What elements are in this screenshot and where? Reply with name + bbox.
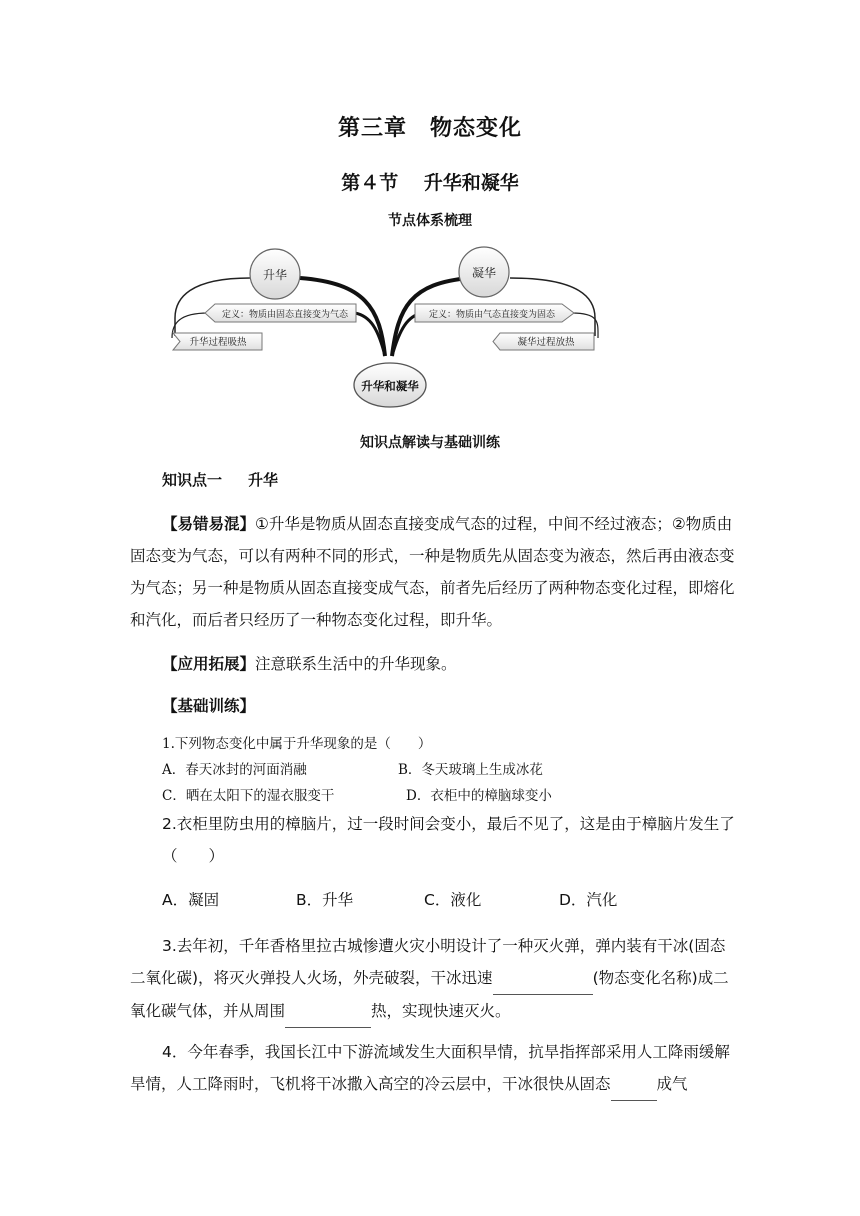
easy-mistake-paragraph: [130, 508, 740, 636]
application-text: 注意联系生活中的升华现象。: [255, 655, 457, 673]
q3-blank-1[interactable]: [493, 962, 593, 995]
q2-option-c: C．液化: [424, 891, 482, 909]
mindmap-heading: 节点体系梳理: [388, 213, 472, 229]
left-def-label: 定义：物质由固态直接变为气态: [221, 310, 349, 320]
q1-option-a: A．春天冰封的河面消融: [162, 762, 307, 778]
q4-blank-1[interactable]: [611, 1068, 657, 1101]
easy-mistake-text: ①升华是物质从固态直接变成气态的过程，中间不经过液态；②物质由固态变为气态，可以有两种不同的形式，一种是物质先从固态变为液态，然后再由液态变为气态；另一种是物质从固态直接变成气态，前者先后经历了两种物态变化过程，即熔化和汽化，而后者只经历了一种物态变化过程，即升华。: [130, 515, 735, 629]
q1-option-c: C．晒在太阳下的湿衣服变干: [162, 788, 335, 804]
center-node-label: 升华和凝华: [361, 379, 419, 393]
q4-paragraph: [130, 1036, 740, 1101]
section-title: 第４节 升华和凝华: [341, 172, 519, 194]
q1-option-b: B．冬天玻璃上生成冰花: [398, 762, 543, 778]
q3-text-3: 热，实现快速灭火。: [371, 1002, 511, 1020]
easy-mistake-tag: 【易错易混】: [162, 515, 256, 533]
q2-option-a: A．凝固: [162, 891, 220, 909]
point-name: 升华: [248, 471, 279, 489]
q3-blank-2[interactable]: [285, 995, 371, 1028]
q1-stem: 1.下列物态变化中属于升华现象的是（ ）: [162, 736, 432, 752]
q2-stem: 2.衣柜里防虫用的樟脑片，过一段时间会变小，最后不见了，这是由于樟脑片发生了（ ）: [162, 815, 735, 865]
application-tag: 【应用拓展】: [162, 655, 256, 673]
q3-text-1: 3.去年初，千年香格里拉古城惨遭火灾小明设计了一种灭火弹，弹内装有干冰(固态二氧化碳)，将灭火弹投人火场，外壳破裂，干冰迅速: [130, 937, 726, 987]
point-number: 知识点一: [162, 471, 223, 489]
q4-text-1: 4．今年春季，我国长江中下游流域发生大面积旱情，抗旱指挥部采用人工降雨缓解旱情，人工降雨时，飞机将干冰撒入高空的冷云层中，干冰很快从固态: [130, 1043, 730, 1093]
q2-option-d: D．汽化: [559, 891, 618, 909]
right-node-label: 凝华: [471, 266, 497, 280]
left-node-label: 升华: [262, 268, 288, 282]
mindmap-diagram: [160, 238, 610, 413]
q4-text-2: 成气: [656, 1075, 688, 1093]
chapter-title: 第三章 物态变化: [337, 116, 522, 141]
right-heat-label: 凝华过程放热: [517, 337, 575, 348]
basic-training-heading: 【基础训练】: [162, 697, 256, 715]
q3-paragraph: [130, 930, 740, 1028]
q2-option-b: B．升华: [296, 891, 354, 909]
left-heat-label: 升华过程吸热: [189, 337, 247, 348]
knowledge-heading: 知识点解读与基础训练: [360, 435, 500, 451]
right-def-label: 定义：物质由气态直接变为固态: [428, 310, 556, 320]
q3-text-2: (物态变化名称)成二氧化碳气体，并从周围: [130, 969, 729, 1020]
q1-option-d: D．衣柜中的樟脑球变小: [406, 788, 552, 804]
application-paragraph: [162, 648, 740, 680]
point-label: [162, 469, 278, 490]
